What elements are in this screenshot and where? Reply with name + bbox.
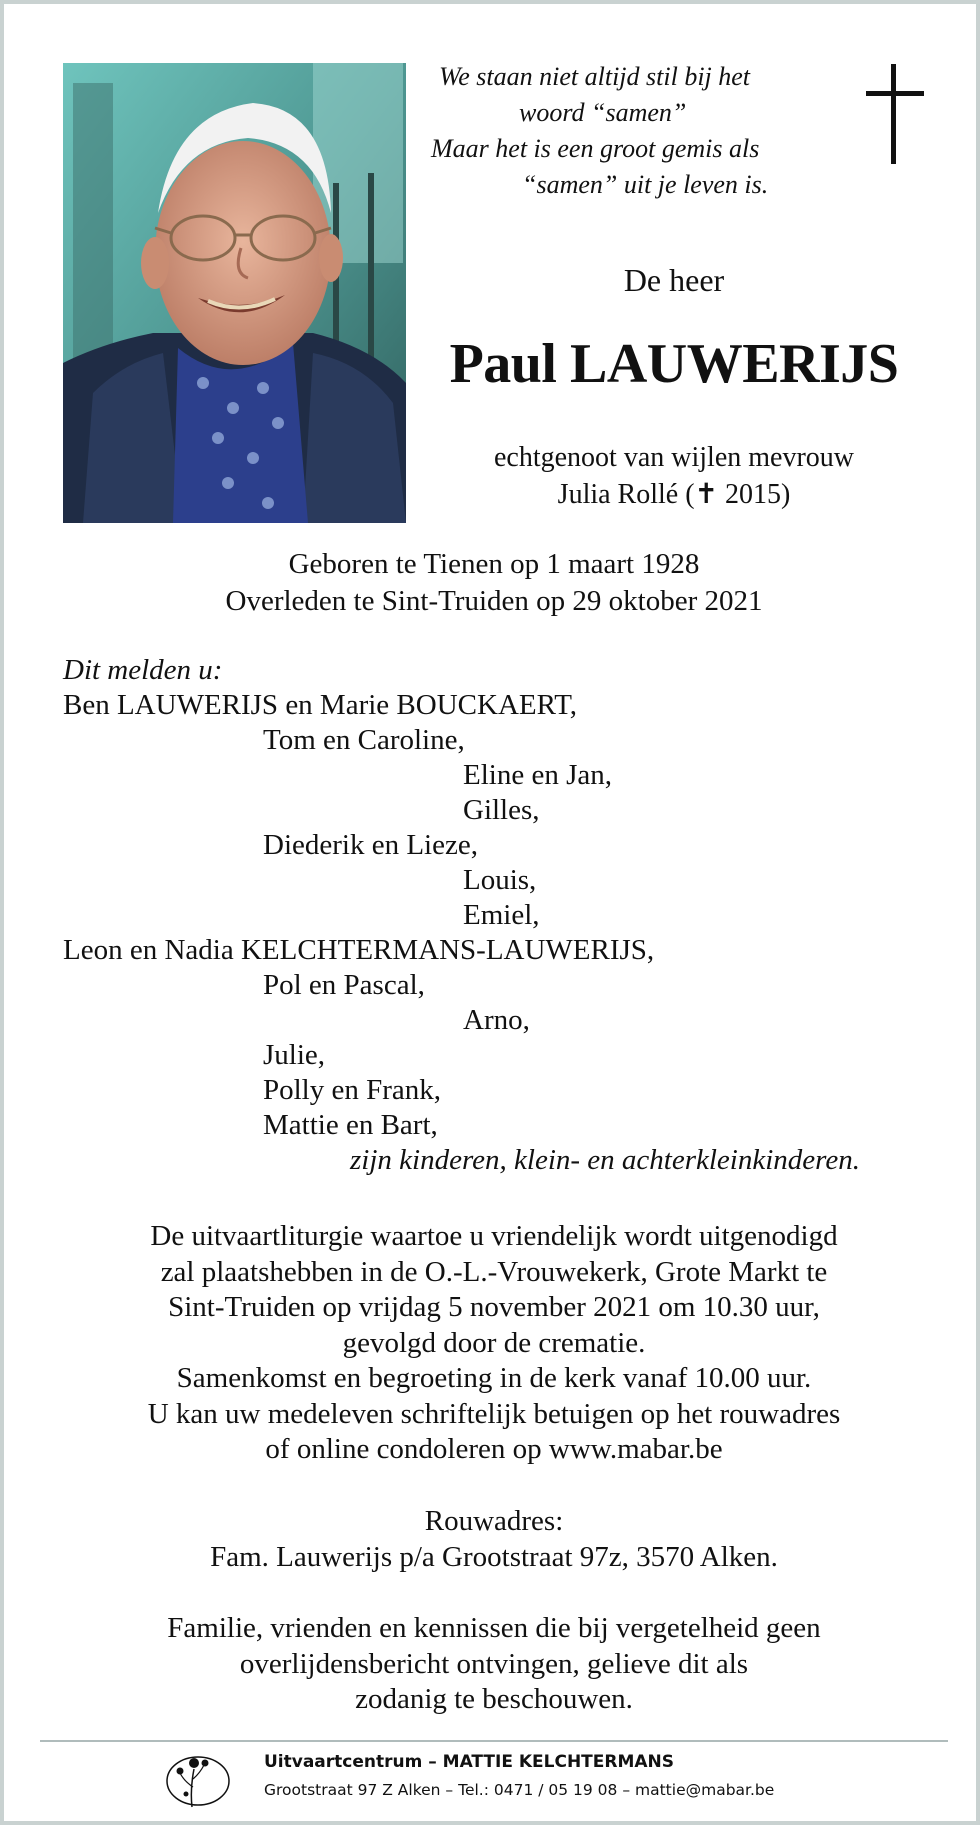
spouse-line: Julia Rollé (✝ 2015) bbox=[557, 479, 791, 510]
poem-line: woord “samen” bbox=[519, 98, 687, 127]
notice-line: overlijdensbericht ontvingen, gelieve dit als bbox=[239, 1647, 749, 1680]
notice bbox=[34, 1611, 954, 1718]
family-line: Mattie en Bart, bbox=[263, 1109, 438, 1141]
funeral-home-address: Grootstraat 97 Z Alken – Tel.: 0471 / 05 19 08 – mattie@mabar.be bbox=[264, 1781, 775, 1799]
family-intro: Dit melden u: bbox=[63, 654, 223, 686]
funeral-line: zal plaatshebben in de O.-L.-Vrouwekerk, Grote Markt te bbox=[160, 1255, 828, 1288]
spouse-line: echtgenoot van wijlen mevrouw bbox=[493, 442, 854, 473]
family-line: Leon en Nadia KELCHTERMANS-LAUWERIJS, bbox=[63, 934, 655, 966]
funeral-line: U kan uw medeleven schriftelijk betuigen op het rouwadres bbox=[147, 1397, 841, 1430]
family-closing: zijn kinderen, klein- en achterkleinkinderen. bbox=[350, 1144, 860, 1176]
funeral-line: gevolgd door de crematie. bbox=[342, 1326, 646, 1359]
family-line: Tom en Caroline, bbox=[263, 724, 465, 756]
portrait-photo bbox=[63, 63, 406, 523]
notice-line: Familie, vrienden en kennissen die bij vergetelheid geen bbox=[167, 1612, 821, 1644]
family-line: Pol en Pascal, bbox=[263, 969, 425, 1001]
funeral-line: De uitvaartliturgie waartoe u vriendelijk wordt uitgenodigd bbox=[150, 1220, 838, 1252]
deceased-name: Paul LAUWERIJS bbox=[449, 333, 899, 395]
funeral-line: Samenkomst en begroeting in de kerk vanaf 10.00 uur. bbox=[176, 1362, 812, 1394]
notice-line: zodanig te beschouwen. bbox=[355, 1683, 633, 1715]
salutation: De heer bbox=[623, 262, 725, 298]
flower-logo-icon bbox=[162, 1749, 234, 1811]
family-line: Eline en Jan, bbox=[463, 759, 612, 791]
footer-divider bbox=[40, 1740, 948, 1742]
funeral-home-name: Uitvaartcentrum – MATTIE KELCHTERMANS bbox=[264, 1752, 675, 1772]
family-line: Diederik en Lieze, bbox=[263, 829, 478, 861]
death-line: Overleden te Sint-Truiden op 29 oktober 2021 bbox=[225, 585, 763, 617]
poem-line: “samen” uit je leven is. bbox=[522, 170, 769, 199]
funeral-info bbox=[34, 1219, 954, 1468]
birth-line: Geboren te Tienen op 1 maart 1928 bbox=[288, 548, 700, 580]
family-line: Ben LAUWERIJS en Marie BOUCKAERT, bbox=[63, 689, 578, 721]
family-line: Polly en Frank, bbox=[263, 1074, 442, 1106]
cross-icon bbox=[866, 64, 926, 164]
mourning-address-label: Rouwadres: bbox=[424, 1505, 564, 1537]
poem-line: We staan niet altijd stil bij het bbox=[439, 62, 751, 91]
life-dates bbox=[63, 546, 925, 620]
poem-line: Maar het is een groot gemis als bbox=[431, 134, 760, 163]
mourning-address-value: Fam. Lauwerijs p/a Grootstraat 97z, 3570 Alken. bbox=[210, 1540, 778, 1573]
family-line: Julie, bbox=[263, 1039, 326, 1071]
spouse-info bbox=[424, 439, 924, 513]
family-line: Gilles, bbox=[463, 794, 540, 826]
funeral-line: of online condoleren op www.mabar.be bbox=[265, 1433, 723, 1465]
funeral-line: Sint-Truiden op vrijdag 5 november 2021 om 10.30 uur, bbox=[168, 1291, 820, 1323]
portrait-illustration bbox=[63, 63, 406, 523]
family-line: Louis, bbox=[463, 864, 537, 896]
mourning-address bbox=[34, 1504, 954, 1575]
family-line: Emiel, bbox=[463, 899, 540, 931]
family-line: Arno, bbox=[463, 1004, 530, 1036]
poem bbox=[424, 59, 834, 203]
